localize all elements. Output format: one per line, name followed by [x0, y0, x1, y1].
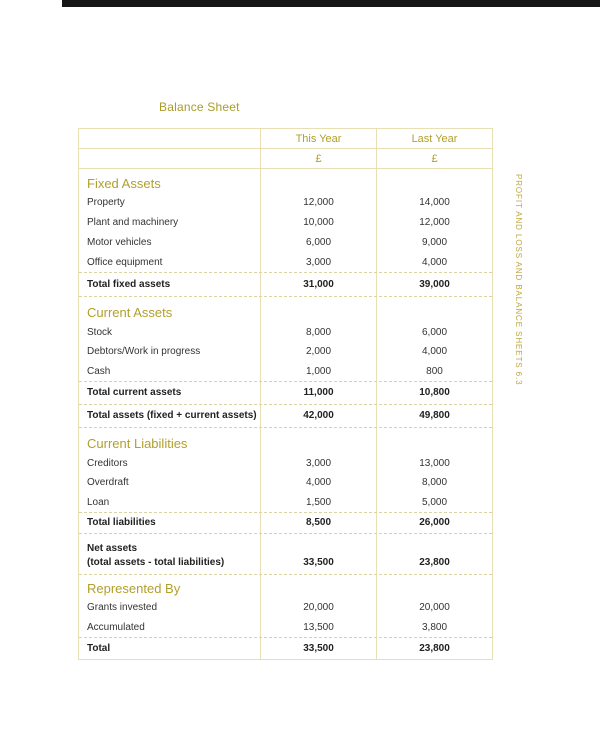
total-row [79, 272, 492, 296]
cell-this-year: 8,500 [260, 513, 376, 533]
row-label: Total assets (fixed + current assets) [87, 410, 257, 422]
table-row [79, 454, 492, 473]
section-heading-label: Represented By [87, 581, 181, 597]
cell-last-year: 26,000 [376, 513, 492, 533]
cell-this-year: 33,500 [260, 638, 376, 659]
cell-this-year: 10,000 [260, 213, 376, 233]
empty-cell [260, 575, 376, 598]
section-heading-fixed-assets [79, 169, 492, 193]
table-row [79, 598, 492, 618]
cell-this-year: 3,000 [260, 252, 376, 272]
cell-last-year: 4,000 [376, 252, 492, 272]
currency-last-year: £ [376, 149, 492, 168]
section-heading-current-liabilities [79, 427, 492, 454]
currency-spacer-cell [79, 149, 260, 168]
cell-this-year: 2,000 [260, 342, 376, 361]
total-row [79, 381, 492, 404]
balance-sheet-table [78, 128, 493, 660]
row-label: Stock [87, 327, 113, 339]
cell-last-year: 20,000 [376, 598, 492, 618]
top-bar [62, 0, 600, 7]
row-label: Total current assets [87, 387, 182, 399]
cell-this-year: 1,000 [260, 362, 376, 381]
section-heading-current-assets [79, 296, 492, 323]
cell-last-year: 8,000 [376, 473, 492, 492]
section-heading-label: Fixed Assets [87, 176, 161, 191]
cell-this-year: 11,000 [260, 382, 376, 404]
page-title: Balance Sheet [159, 100, 240, 114]
table-row [79, 323, 492, 342]
row-label: Property [87, 197, 125, 209]
row-label [79, 534, 260, 574]
cell-last-year: 23,800 [376, 534, 492, 574]
currency-this-year: £ [260, 149, 376, 168]
row-label: Plant and machinery [87, 217, 179, 229]
cell-this-year: 20,000 [260, 598, 376, 618]
row-label: Total [87, 642, 111, 654]
row-label: Creditors [87, 458, 128, 470]
cell-this-year: 12,000 [260, 193, 376, 213]
cell-this-year: 1,500 [260, 493, 376, 512]
section-heading-label: Current Liabilities [87, 435, 188, 451]
table-row [79, 362, 492, 381]
row-label: Debtors/Work in progress [87, 346, 201, 358]
col-header-this-year: This Year [260, 129, 376, 148]
row-label: Accumulated [87, 621, 145, 633]
table-row [79, 193, 492, 213]
total-row [79, 637, 492, 659]
cell-last-year: 13,000 [376, 454, 492, 473]
section-heading-represented-by [79, 574, 492, 598]
row-label: Motor vehicles [87, 236, 152, 248]
header-spacer-cell [79, 129, 260, 148]
net-assets-label-line1: Net assets [87, 542, 138, 554]
cell-this-year: 31,000 [260, 273, 376, 296]
row-label: Grants invested [87, 602, 158, 614]
cell-last-year: 3,800 [376, 617, 492, 637]
cell-last-year: 49,800 [376, 405, 492, 427]
cell-last-year: 6,000 [376, 323, 492, 342]
cell-last-year: 39,000 [376, 273, 492, 296]
table-row [79, 473, 492, 492]
row-label: Office equipment [87, 256, 163, 268]
empty-cell [376, 297, 492, 323]
row-label: Cash [87, 365, 111, 377]
cell-this-year: 6,000 [260, 233, 376, 253]
empty-cell [260, 169, 376, 193]
cell-this-year: 8,000 [260, 323, 376, 342]
table-row [79, 493, 492, 512]
cell-last-year: 5,000 [376, 493, 492, 512]
cell-last-year: 9,000 [376, 233, 492, 253]
total-row [79, 512, 492, 533]
table-row [79, 617, 492, 637]
cell-last-year: 12,000 [376, 213, 492, 233]
cell-last-year: 10,800 [376, 382, 492, 404]
cell-this-year: 4,000 [260, 473, 376, 492]
empty-cell [376, 169, 492, 193]
side-tab-label: PROFIT AND LOSS AND BALANCE SHEETS 6.3 [514, 174, 523, 386]
table-row [79, 252, 492, 272]
table-header-row [79, 129, 492, 149]
table-row [79, 213, 492, 233]
empty-cell [260, 428, 376, 454]
cell-this-year: 13,500 [260, 617, 376, 637]
row-label: Total fixed assets [87, 279, 171, 290]
cell-last-year: 800 [376, 362, 492, 381]
cell-last-year: 23,800 [376, 638, 492, 659]
row-label: Total liabilities [87, 517, 156, 529]
cell-last-year: 14,000 [376, 193, 492, 213]
empty-cell [376, 575, 492, 598]
row-label: Loan [87, 496, 110, 508]
table-row [79, 342, 492, 361]
empty-cell [260, 297, 376, 323]
currency-row [79, 149, 492, 169]
table-row [79, 233, 492, 253]
net-assets-label-line2: (total assets - total liabilities) [87, 556, 225, 568]
empty-cell [376, 428, 492, 454]
cell-this-year: 33,500 [260, 534, 376, 574]
cell-this-year: 3,000 [260, 454, 376, 473]
row-label: Overdraft [87, 477, 129, 489]
net-assets-row [79, 533, 492, 574]
total-row [79, 404, 492, 427]
section-heading-label: Current Assets [87, 305, 173, 320]
cell-this-year: 42,000 [260, 405, 376, 427]
col-header-last-year: Last Year [376, 129, 492, 148]
cell-last-year: 4,000 [376, 342, 492, 361]
